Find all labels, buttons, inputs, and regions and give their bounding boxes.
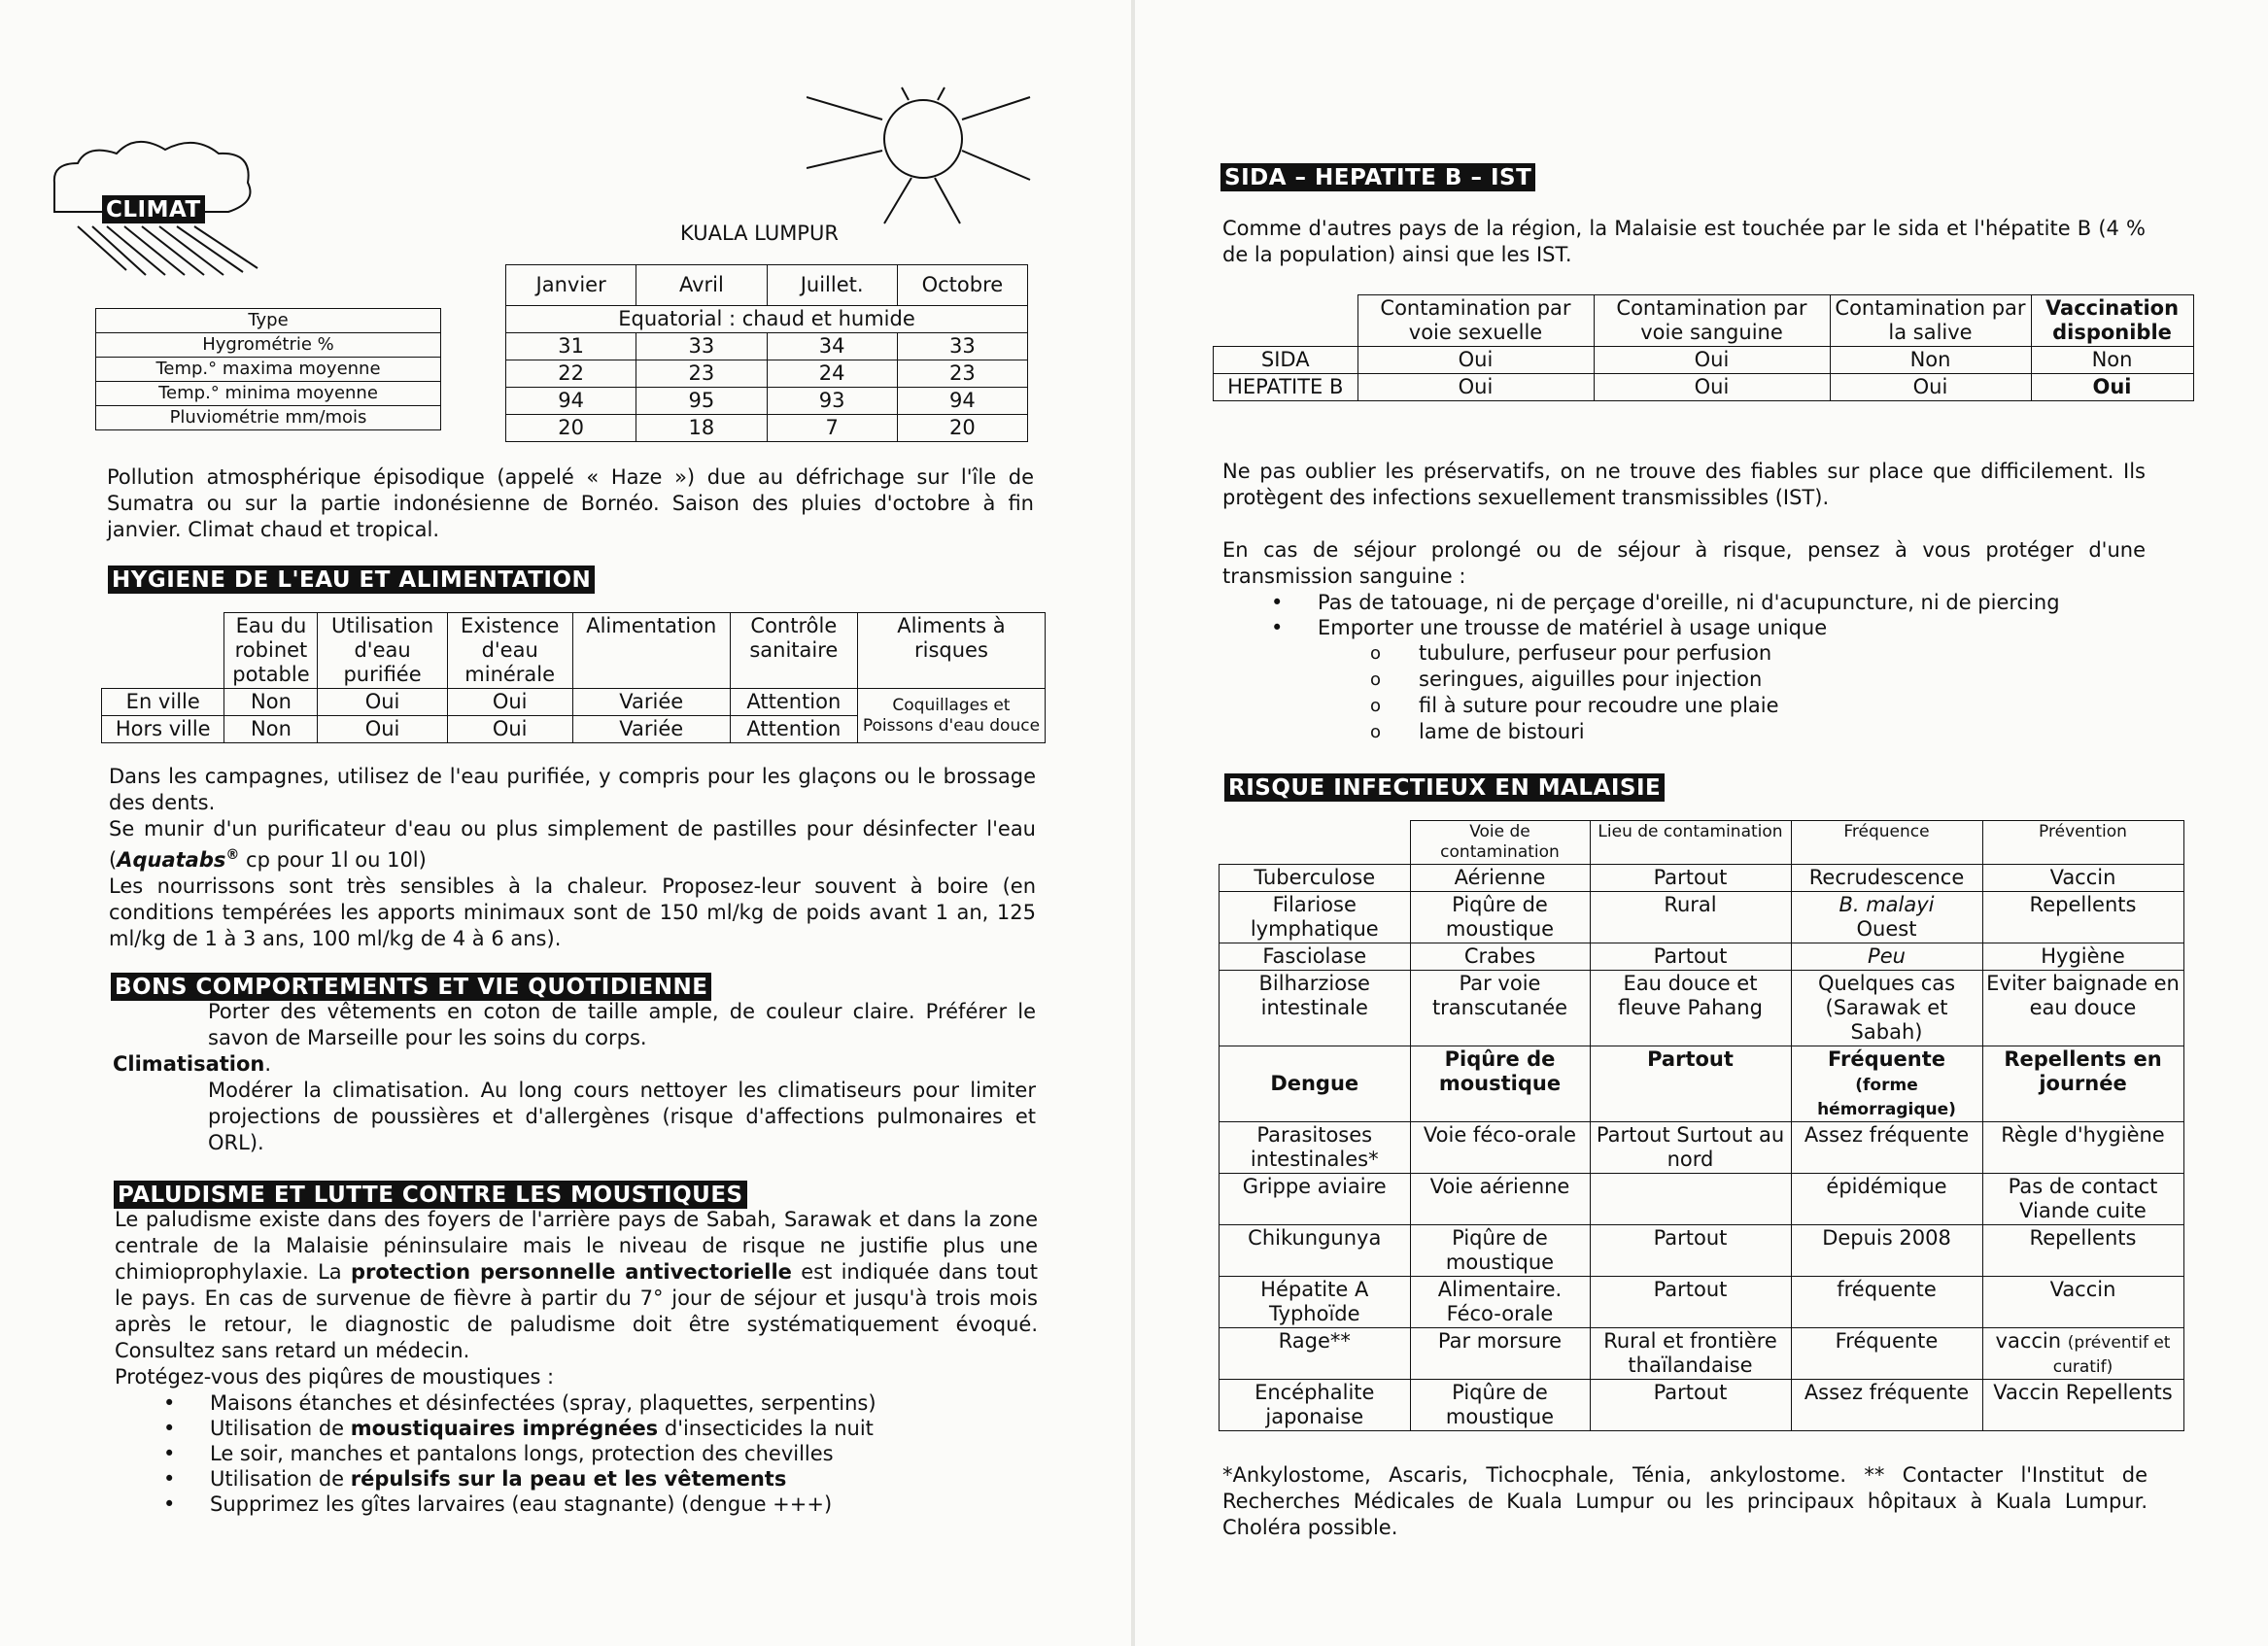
sida-header: SIDA – HEPATITE B – IST: [1220, 163, 1535, 191]
risque-cell: Aérienne: [1410, 865, 1590, 892]
risque-cell: Partout: [1590, 1380, 1791, 1431]
list-item: o lame de bistouri: [1370, 719, 2146, 745]
disease-name: Filariose lymphatique: [1220, 892, 1411, 943]
sida-col-header: Vaccination disponible: [2031, 295, 2193, 347]
table-row: [1220, 1277, 2184, 1328]
month-header: Avril: [636, 265, 767, 306]
hygiene-header: HYGIENE DE L'EAU ET ALIMENTATION: [108, 566, 595, 594]
climate-row-label: Type: [96, 309, 441, 333]
climat-header: CLIMAT: [102, 195, 205, 223]
climate-cell: 31: [506, 333, 636, 360]
risque-cell: Rural: [1590, 892, 1791, 943]
risque-cell: Règle d'hygiène: [1982, 1122, 2183, 1174]
risque-cell: Pas de contact Viande cuite: [1982, 1174, 2183, 1225]
list-item: • Supprimez les gîtes larvaires (eau stagnante) (dengue +++): [163, 1492, 1038, 1517]
hygiene-row-label: En ville: [102, 689, 224, 716]
sida-cell: Non: [2031, 347, 2193, 374]
risque-cell: Partout: [1590, 1277, 1791, 1328]
hygiene-cell: Attention: [730, 689, 857, 716]
bons-text: [113, 999, 1036, 1156]
risque-header: RISQUE INFECTIEUX EN MALAISIE: [1224, 773, 1665, 802]
climate-cell: 22: [506, 360, 636, 388]
text-span: Utilisation de: [210, 1467, 351, 1491]
hygiene-col-header: Alimentation: [572, 613, 730, 689]
hygiene-cell: Oui: [318, 689, 447, 716]
risque-cell: Piqûre de moustique: [1410, 1225, 1590, 1277]
hygiene-cell: Oui: [447, 689, 572, 716]
climate-row-label: Hygrométrie %: [96, 333, 441, 358]
text-italic: B. malayi: [1838, 893, 1935, 916]
table-row: [1220, 892, 2184, 943]
hygiene-col-header: Eau du robinet potable: [224, 613, 318, 689]
table-row: [1220, 1174, 2184, 1225]
disease-name: Fasciolase: [1220, 943, 1411, 971]
list-item: o fil à suture pour recoudre une plaie: [1370, 693, 2146, 719]
text-bold: moustiquaires imprégnées: [350, 1417, 659, 1440]
climate-row-label: Pluviométrie mm/mois: [96, 406, 441, 430]
text-span: (forme hémorragique): [1817, 1076, 1956, 1119]
city-label: KUALA LUMPUR: [680, 222, 839, 245]
risque-cell: Crabes: [1410, 943, 1590, 971]
risque-cell: Vaccin: [1982, 1277, 2183, 1328]
risque-cell: Voie féco-orale: [1410, 1122, 1590, 1174]
text-span: d'insecticides la nuit: [658, 1417, 874, 1440]
hygiene-table: [101, 612, 1046, 743]
climate-cell: 7: [767, 415, 897, 442]
hygiene-p1: Dans les campagnes, utilisez de l'eau purifiée, y compris pour les glaçons ou le brossage des dents.: [109, 765, 1036, 814]
text-span: (préventif et curatif): [2052, 1333, 2171, 1377]
climate-cell: 20: [506, 415, 636, 442]
risque-cell: Hygiène: [1982, 943, 2183, 971]
climate-values-table: [505, 264, 1028, 442]
palu-p2: Protégez-vous des piqûres de moustiques :: [115, 1365, 555, 1389]
climate-cell: 33: [897, 333, 1027, 360]
risque-cell: épidémique: [1791, 1174, 1982, 1225]
sida-cell: Non: [1830, 347, 2031, 374]
risque-cell: [1791, 892, 1982, 943]
risque-cell: Partout: [1590, 1225, 1791, 1277]
disease-name: Parasitoses intestinales*: [1220, 1122, 1411, 1174]
hygiene-cell: Variée: [572, 689, 730, 716]
risque-cell: Partout Surtout au nord: [1590, 1122, 1791, 1174]
aquatabs-brand: Aquatabs: [117, 848, 226, 872]
disease-name: Grippe aviaire: [1220, 1174, 1411, 1225]
hygiene-p3: Les nourrissons sont très sensibles à la chaleur. Proposez-leur souvent à boire (en conditions tempérées les apports minimaux sont de 150 ml/kg de poids avant 1 an, 125 ml/kg de 1 à 3 ans, 100 ml/kg de 4 à 6 ans).: [109, 874, 1036, 950]
risque-table: [1219, 820, 2184, 1431]
sida-cell: Oui: [1594, 374, 1830, 401]
risque-cell: Partout: [1590, 1046, 1791, 1122]
hygiene-cell: Oui: [318, 716, 447, 743]
climate-cell: 94: [506, 388, 636, 415]
disease-name: Hépatite A Typhoïde: [1220, 1277, 1411, 1328]
disease-name: Encéphalite japonaise: [1220, 1380, 1411, 1431]
bons-p1: Porter des vêtements en coton de taille ample, de couleur claire. Préférer le savon de Marseille pour les soins du corps.: [208, 1000, 1036, 1049]
risque-cell: Piqûre de moustique: [1410, 892, 1590, 943]
left-page: [0, 0, 1133, 1646]
sida-row-label: HEPATITE B: [1214, 374, 1358, 401]
text-span: cp pour 1l ou 10l): [239, 848, 427, 872]
risque-cell: Quelques cas (Sarawak et Sabah): [1791, 971, 1982, 1046]
table-row: [1220, 1225, 2184, 1277]
risque-cell: fréquente: [1791, 1277, 1982, 1328]
hygiene-cell: Oui: [447, 716, 572, 743]
risque-cell: Voie aérienne: [1410, 1174, 1590, 1225]
list-item: • Pas de tatouage, ni de perçage d'oreille, ni d'acupuncture, ni de piercing: [1271, 590, 2146, 615]
climate-labels-table: [95, 308, 441, 430]
risque-cell: Partout: [1590, 865, 1791, 892]
sida-list: [1271, 590, 2146, 640]
risque-cell: Assez fréquente: [1791, 1122, 1982, 1174]
text-bold: répulsifs sur la peau et les vêtements: [350, 1467, 787, 1491]
climate-cell: 34: [767, 333, 897, 360]
list-item: [163, 1466, 1038, 1492]
text-span: Se munir d'un purificateur d'eau ou plus simplement de pastilles pour désinfecter l'eau (: [109, 817, 1036, 872]
climate-cell: 95: [636, 388, 767, 415]
risque-cell: Par voie transcutanée: [1410, 971, 1590, 1046]
risque-cell: Eau douce et fleuve Pahang: [1590, 971, 1791, 1046]
climate-cell: 18: [636, 415, 767, 442]
risque-col-header: Voie de contamination: [1410, 821, 1590, 865]
sida-cell: Oui: [1357, 347, 1594, 374]
risque-cell: Rural et frontière thaïlandaise: [1590, 1328, 1791, 1380]
table-row: [1220, 1328, 2184, 1380]
risque-cell: Depuis 2008: [1791, 1225, 1982, 1277]
month-header: Juillet.: [767, 265, 897, 306]
risque-cell: [1982, 1328, 2183, 1380]
climate-cell: 94: [897, 388, 1027, 415]
palu-header: PALUDISME ET LUTTE CONTRE LES MOUSTIQUES: [114, 1181, 747, 1209]
palu-p1: [115, 1207, 1038, 1364]
registered-mark: ®: [225, 847, 240, 863]
clim-title: Climatisation: [113, 1052, 265, 1076]
sida-row-label: SIDA: [1214, 347, 1358, 374]
sun-icon: [807, 83, 1040, 228]
climate-cell: 33: [636, 333, 767, 360]
text-span: Ouest: [1856, 917, 1917, 941]
text-span: .: [264, 1052, 272, 1076]
text-span: Le paludisme existe dans des foyers de l'arrière pays de Sabah, Sarawak et dans la zone centrale de la Malaisie péninsulaire mais le niveau de risque ne justifie plus une chimioprophylaxie. La: [115, 1208, 1038, 1284]
list-item: • Le soir, manches et pantalons longs, protection des chevilles: [163, 1441, 1038, 1466]
sida-cell: Oui: [1594, 347, 1830, 374]
text-bold: protection personnelle antivectorielle: [350, 1260, 792, 1284]
hygiene-col-header: Existence d'eau minérale: [447, 613, 572, 689]
disease-name: Bilharziose intestinale: [1220, 971, 1411, 1046]
hygiene-cell: Non: [224, 689, 318, 716]
risque-cell: Par morsure: [1410, 1328, 1590, 1380]
text-span: Fréquente: [1827, 1047, 1946, 1071]
hygiene-risk-food: Coquillages et Poissons d'eau douce: [857, 689, 1045, 743]
disease-name: Dengue: [1220, 1046, 1411, 1122]
sida-col-header: Contamination par voie sexuelle: [1357, 295, 1594, 347]
risque-cell: Alimentaire. Féco-orale: [1410, 1277, 1590, 1328]
climate-cell: 20: [897, 415, 1027, 442]
list-item: • Emporter une trousse de matériel à usage unique: [1271, 615, 2146, 640]
sida-table: [1213, 294, 2194, 401]
risque-cell: Assez fréquente: [1791, 1380, 1982, 1431]
sida-text: [1222, 459, 2146, 745]
risque-cell: Repellents: [1982, 892, 2183, 943]
sida-cell: Oui: [1357, 374, 1594, 401]
sida-cell: Oui: [1830, 374, 2031, 401]
risque-cell: Partout: [1590, 943, 1791, 971]
risque-cell: Recrudescence: [1791, 865, 1982, 892]
bons-p2: Modérer la climatisation. Au long cours nettoyer les climatiseurs pour limiter projections de poussières et d'allergènes (risque d'affections pulmonaires et ORL).: [208, 1079, 1036, 1154]
sida-p2: En cas de séjour prolongé ou de séjour à risque, pensez à vous protéger d'une transmission sanguine :: [1222, 538, 2146, 588]
climate-cell: 23: [636, 360, 767, 388]
table-row: [1220, 971, 2184, 1046]
climate-cell: 23: [897, 360, 1027, 388]
disease-name: Rage**: [1220, 1328, 1411, 1380]
table-row: [1220, 943, 2184, 971]
sida-cell: Oui: [2031, 374, 2193, 401]
climate-cell: 93: [767, 388, 897, 415]
risque-cell: Vaccin: [1982, 865, 2183, 892]
climat-paragraph: Pollution atmosphérique épisodique (appelé « Haze ») due au défrichage sur l'île de Sumatra ou sur la partie indonésienne de Bornéo. Saison des pluies d'octobre à fin janvier. Climat chaud et tropical.: [107, 465, 1034, 541]
climate-row-label: Temp.° minima moyenne: [96, 382, 441, 406]
risque-cell: Vaccin Repellents: [1982, 1380, 2183, 1431]
palu-list: [163, 1390, 1038, 1517]
list-item: o tubulure, perfuseur pour perfusion: [1370, 640, 2146, 667]
sida-intro: Comme d'autres pays de la région, la Malaisie est touchée par le sida et l'hépatite B (4 % de la population) ainsi que les IST.: [1222, 217, 2146, 266]
climate-row-label: Temp.° maxima moyenne: [96, 358, 441, 382]
text-span: Utilisation de: [210, 1417, 351, 1440]
risque-col-header: Prévention: [1982, 821, 2183, 865]
risque-cell: Repellents en journée: [1982, 1046, 2183, 1122]
list-item: o seringues, aiguilles pour injection: [1370, 667, 2146, 693]
hygiene-cell: Non: [224, 716, 318, 743]
hygiene-cell: Variée: [572, 716, 730, 743]
sida-p1: Ne pas oublier les préservatifs, on ne trouve des fiables sur place que difficilement. Ils protègent des infections sexuellement transmissibles (IST).: [1222, 460, 2146, 509]
text-span: est indiquée dans tout le pays. En cas de survenue de fièvre à partir du 7° jour de séjour et jusqu'à trois mois après le retour, le diagnostic de paludisme doit être systématiquement évoqué. Consultez sans retard un médecin.: [115, 1260, 1038, 1362]
hygiene-col-header: Utilisation d'eau purifiée: [318, 613, 447, 689]
disease-name: Chikungunya: [1220, 1225, 1411, 1277]
risque-cell: Piqûre de moustique: [1410, 1380, 1590, 1431]
hygiene-cell: Attention: [730, 716, 857, 743]
hygiene-col-header: Aliments à risques: [857, 613, 1045, 689]
month-header: Octobre: [897, 265, 1027, 306]
list-item: [163, 1416, 1038, 1441]
risque-col-header: Fréquence: [1791, 821, 1982, 865]
list-item: • Maisons étanches et désinfectées (spray, plaquettes, serpentins): [163, 1390, 1038, 1416]
sida-col-header: Contamination par la salive: [1830, 295, 2031, 347]
hygiene-text: [109, 764, 1036, 952]
hygiene-p2: [109, 816, 1036, 874]
palu-text: [115, 1207, 1038, 1517]
risque-footnote: *Ankylostome, Ascaris, Tichocphale, Ténia, ankylostome. ** Contacter l'Institut de Recherches Médicales de Kuala Lumpur ou les principaux hôpitaux à Kuala Lumpur. Choléra possible.: [1222, 1463, 2148, 1539]
hygiene-row-label: Hors ville: [102, 716, 224, 743]
risque-cell: [1791, 1046, 1982, 1122]
climate-type-value: Equatorial : chaud et humide: [506, 306, 1028, 333]
table-row: [1220, 865, 2184, 892]
table-row: [1220, 1380, 2184, 1431]
clim-title-line: [113, 1051, 1036, 1078]
table-row: [1220, 1122, 2184, 1174]
disease-name: Tuberculose: [1220, 865, 1411, 892]
sida-col-header: Contamination par voie sanguine: [1594, 295, 1830, 347]
table-row: [1220, 1046, 2184, 1122]
risque-col-header: Lieu de contamination: [1590, 821, 1791, 865]
right-page: [1135, 0, 2268, 1646]
risque-cell: Peu: [1791, 943, 1982, 971]
hygiene-col-header: Contrôle sanitaire: [730, 613, 857, 689]
sida-sublist: [1370, 640, 2146, 745]
month-header: Janvier: [506, 265, 636, 306]
risque-cell: Repellents: [1982, 1225, 2183, 1277]
risque-cell: Eviter baignade en eau douce: [1982, 971, 2183, 1046]
bons-header: BONS COMPORTEMENTS ET VIE QUOTIDIENNE: [111, 973, 711, 1001]
risque-cell: Piqûre de moustique: [1410, 1046, 1590, 1122]
risque-cell: [1590, 1174, 1791, 1225]
risque-cell: Fréquente: [1791, 1328, 1982, 1380]
text-span: vaccin: [1995, 1329, 2062, 1353]
climate-cell: 24: [767, 360, 897, 388]
